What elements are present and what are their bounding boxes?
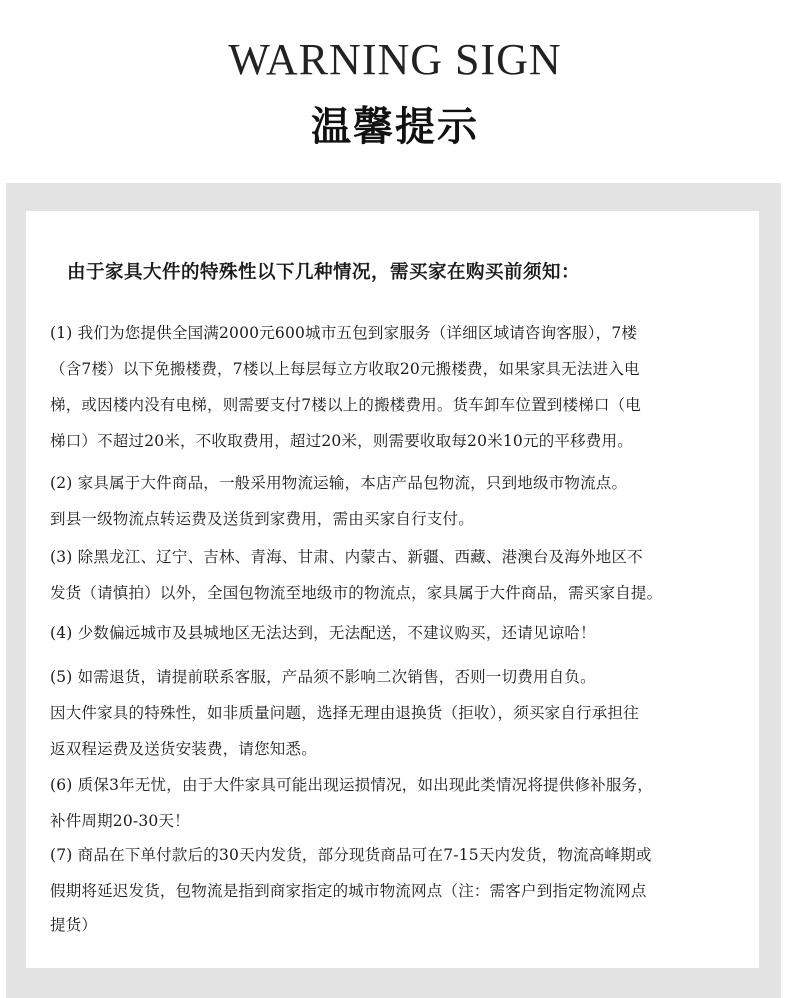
notice-line: 梯口）不超过20米，不收取费用，超过20米，则需要收取每20米10元的平移费用。 bbox=[50, 432, 633, 450]
notice-line: 发货（请慎拍）以外，全国包物流至地级市的物流点，家具属于大件商品，需买家自提。 bbox=[50, 584, 663, 602]
notice-line: (3) 除黑龙江、辽宁、吉林、青海、甘肃、内蒙古、新疆、西藏、港澳台及海外地区不 bbox=[50, 548, 643, 566]
notice-line: (2) 家具属于大件商品，一般采用物流运输，本店产品包物流，只到地级市物流点。 bbox=[50, 474, 628, 492]
notice-lead-heading: 由于家具大件的特殊性以下几种情况，需买家在购买前须知： bbox=[67, 262, 581, 283]
notice-line: 返双程运费及送货安装费，请您知悉。 bbox=[50, 740, 317, 758]
notice-line: （含7楼）以下免搬楼费，7楼以上每层每立方收取20元搬楼费，如果家具无法进入电 bbox=[50, 360, 640, 378]
page-title-chinese: 温馨提示 bbox=[311, 103, 479, 150]
notice-line: 假期将延迟发货，包物流是指到商家指定的城市物流网点（注：需客户到指定物流网点 bbox=[50, 882, 647, 900]
notice-line: 到县一级物流点转运费及送货到家费用，需由买家自行支付。 bbox=[50, 510, 474, 528]
notice-line: (4) 少数偏远城市及县城地区无法达到，无法配送，不建议购买，还请见谅哈！ bbox=[50, 624, 596, 642]
notice-line: 因大件家具的特殊性，如非质量问题，选择无理由退换货（拒收），须买家自行承担往 bbox=[50, 704, 639, 722]
notice-line: (1) 我们为您提供全国满2000元600城市五包到家服务（详细区域请咨询客服），7楼 bbox=[50, 324, 638, 342]
notice-line: (6) 质保3年无忧，由于大件家具可能出现运损情况，如出现此类情况将提供修补服务， bbox=[50, 776, 653, 794]
notice-line: (7) 商品在下单付款后的30天内发货，部分现货商品可在7-15天内发货，物流高峰期或 bbox=[50, 846, 652, 864]
notice-line: 提货） bbox=[50, 916, 98, 934]
notice-line: (5) 如需退货，请提前联系客服，产品须不影响二次销售，否则一切费用自负。 bbox=[50, 668, 596, 686]
page-title-english: WARNING SIGN bbox=[228, 35, 562, 84]
notice-line: 补件周期20-30天！ bbox=[50, 812, 190, 830]
notice-line: 梯，或因楼内没有电梯，则需要支付7楼以上的搬楼费用。货车卸车位置到楼梯口（电 bbox=[50, 396, 641, 414]
